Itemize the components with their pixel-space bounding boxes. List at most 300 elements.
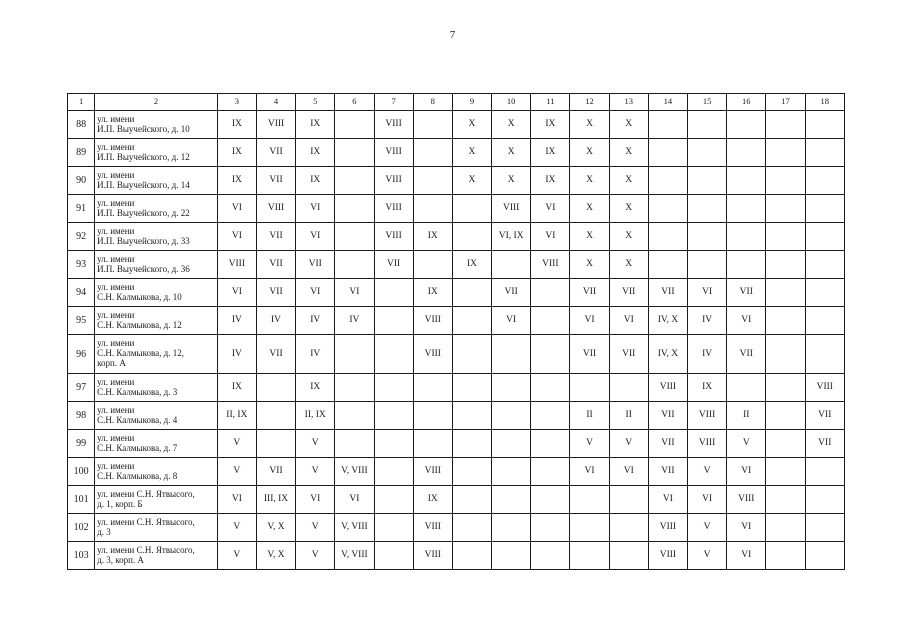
value-cell: VI — [727, 542, 766, 570]
value-cell: V — [217, 514, 256, 542]
row-number: 90 — [68, 167, 95, 195]
value-cell — [805, 223, 844, 251]
table-row — [68, 458, 845, 486]
value-cell — [727, 167, 766, 195]
value-cell — [413, 374, 452, 402]
value-cell — [335, 335, 374, 374]
value-cell — [492, 251, 531, 279]
value-cell: V — [688, 542, 727, 570]
value-cell — [256, 374, 295, 402]
value-cell — [727, 111, 766, 139]
value-cell: VIII — [256, 111, 295, 139]
value-cell: X — [570, 251, 609, 279]
row-number: 93 — [68, 251, 95, 279]
value-cell: VII — [256, 167, 295, 195]
value-cell — [531, 307, 570, 335]
value-cell: IV — [688, 307, 727, 335]
value-cell — [688, 223, 727, 251]
value-cell — [413, 195, 452, 223]
value-cell: IX — [217, 139, 256, 167]
value-cell — [335, 139, 374, 167]
value-cell — [335, 195, 374, 223]
value-cell — [374, 279, 413, 307]
value-cell: V — [296, 542, 335, 570]
value-cell — [492, 514, 531, 542]
value-cell — [531, 279, 570, 307]
row-number: 89 — [68, 139, 95, 167]
value-cell: VI — [688, 486, 727, 514]
value-cell: VI — [727, 307, 766, 335]
value-cell: VI — [492, 307, 531, 335]
column-header: 13 — [609, 94, 648, 111]
table-row — [68, 514, 845, 542]
value-cell: VII — [727, 335, 766, 374]
value-cell: V, VIII — [335, 458, 374, 486]
value-cell — [531, 335, 570, 374]
value-cell: II — [727, 402, 766, 430]
value-cell: V, X — [256, 542, 295, 570]
value-cell — [766, 279, 805, 307]
value-cell — [727, 195, 766, 223]
value-cell — [727, 251, 766, 279]
value-cell — [452, 486, 491, 514]
value-cell: VIII — [413, 542, 452, 570]
value-cell: IV — [217, 335, 256, 374]
column-header: 6 — [335, 94, 374, 111]
street-address: ул. имени С.Н. Калмыкова, д. 12 — [95, 307, 218, 335]
value-cell — [805, 111, 844, 139]
value-cell: VI — [570, 458, 609, 486]
value-cell — [492, 402, 531, 430]
value-cell: VIII — [374, 167, 413, 195]
value-cell: IV, X — [648, 307, 687, 335]
value-cell: VIII — [413, 335, 452, 374]
value-cell — [766, 223, 805, 251]
value-cell: V — [688, 458, 727, 486]
table-row — [68, 251, 845, 279]
value-cell: V — [609, 430, 648, 458]
value-cell: VIII — [374, 195, 413, 223]
value-cell: VII — [256, 335, 295, 374]
value-cell: IV — [688, 335, 727, 374]
column-header: 9 — [452, 94, 491, 111]
value-cell: VII — [648, 430, 687, 458]
schedule-table — [67, 93, 845, 570]
value-cell: X — [492, 167, 531, 195]
row-number: 94 — [68, 279, 95, 307]
value-cell — [452, 458, 491, 486]
value-cell: X — [570, 139, 609, 167]
value-cell: V — [217, 430, 256, 458]
value-cell — [766, 402, 805, 430]
value-cell — [256, 402, 295, 430]
value-cell — [648, 223, 687, 251]
value-cell — [374, 514, 413, 542]
row-number: 100 — [68, 458, 95, 486]
value-cell — [335, 111, 374, 139]
value-cell: VI — [296, 195, 335, 223]
value-cell: VIII — [648, 514, 687, 542]
value-cell — [413, 139, 452, 167]
street-address: ул. имени И.П. Выучейского, д. 36 — [95, 251, 218, 279]
value-cell — [766, 514, 805, 542]
value-cell — [492, 458, 531, 486]
value-cell: IV — [296, 335, 335, 374]
value-cell: VI — [217, 486, 256, 514]
value-cell — [805, 307, 844, 335]
value-cell — [452, 402, 491, 430]
value-cell — [805, 458, 844, 486]
value-cell: VI — [727, 514, 766, 542]
row-number: 96 — [68, 335, 95, 374]
value-cell — [256, 430, 295, 458]
value-cell — [531, 374, 570, 402]
value-cell — [570, 514, 609, 542]
value-cell — [492, 335, 531, 374]
value-cell: IV, X — [648, 335, 687, 374]
value-cell: VI — [688, 279, 727, 307]
row-number: 92 — [68, 223, 95, 251]
value-cell: VI — [609, 458, 648, 486]
value-cell: VII — [256, 223, 295, 251]
value-cell: IX — [531, 167, 570, 195]
value-cell — [492, 430, 531, 458]
value-cell — [531, 402, 570, 430]
value-cell: VII — [570, 279, 609, 307]
value-cell — [335, 223, 374, 251]
column-header: 3 — [217, 94, 256, 111]
value-cell — [766, 139, 805, 167]
table-row — [68, 335, 845, 374]
value-cell: IX — [413, 279, 452, 307]
value-cell — [727, 139, 766, 167]
value-cell — [609, 486, 648, 514]
street-address: ул. имени И.П. Выучейского, д. 12 — [95, 139, 218, 167]
street-address: ул. имени С.Н. Калмыкова, д. 10 — [95, 279, 218, 307]
value-cell: VI — [217, 195, 256, 223]
value-cell — [374, 486, 413, 514]
value-cell: IX — [688, 374, 727, 402]
value-cell: II — [570, 402, 609, 430]
value-cell — [766, 307, 805, 335]
value-cell — [531, 430, 570, 458]
value-cell: IX — [531, 139, 570, 167]
value-cell: VIII — [492, 195, 531, 223]
row-number: 99 — [68, 430, 95, 458]
value-cell — [805, 279, 844, 307]
value-cell — [452, 335, 491, 374]
value-cell: VII — [805, 430, 844, 458]
value-cell: IX — [217, 374, 256, 402]
value-cell — [609, 542, 648, 570]
value-cell: VI — [296, 279, 335, 307]
value-cell — [766, 335, 805, 374]
value-cell: X — [452, 139, 491, 167]
value-cell: VII — [727, 279, 766, 307]
street-address: ул. имени С.Н. Калмыкова, д. 4 — [95, 402, 218, 430]
value-cell: VIII — [374, 111, 413, 139]
value-cell — [374, 335, 413, 374]
value-cell — [452, 374, 491, 402]
value-cell — [492, 542, 531, 570]
value-cell — [727, 374, 766, 402]
value-cell: IX — [296, 167, 335, 195]
value-cell: VIII — [256, 195, 295, 223]
value-cell: VI — [335, 279, 374, 307]
street-address: ул. имени С.Н. Калмыкова, д. 12, корп. А — [95, 335, 218, 374]
value-cell: II, IX — [296, 402, 335, 430]
value-cell — [335, 167, 374, 195]
value-cell — [335, 402, 374, 430]
value-cell — [413, 167, 452, 195]
row-number: 95 — [68, 307, 95, 335]
table-row — [68, 542, 845, 570]
value-cell — [413, 402, 452, 430]
table-row — [68, 223, 845, 251]
value-cell: VII — [296, 251, 335, 279]
value-cell — [805, 167, 844, 195]
value-cell: V — [217, 458, 256, 486]
value-cell: IV — [335, 307, 374, 335]
page-number: 7 — [449, 29, 456, 41]
value-cell — [766, 458, 805, 486]
value-cell — [609, 514, 648, 542]
value-cell — [374, 374, 413, 402]
value-cell — [335, 251, 374, 279]
street-address: ул. имени И.П. Выучейского, д. 10 — [95, 111, 218, 139]
row-number: 101 — [68, 486, 95, 514]
value-cell — [688, 195, 727, 223]
value-cell: VII — [256, 458, 295, 486]
column-header: 12 — [570, 94, 609, 111]
value-cell: VII — [256, 279, 295, 307]
table-row — [68, 195, 845, 223]
street-address: ул. имени С.Н. Калмыкова, д. 3 — [95, 374, 218, 402]
value-cell — [492, 374, 531, 402]
table-row — [68, 279, 845, 307]
value-cell: IX — [413, 486, 452, 514]
value-cell — [727, 223, 766, 251]
table-row — [68, 402, 845, 430]
value-cell — [531, 486, 570, 514]
value-cell — [452, 430, 491, 458]
value-cell: X — [570, 167, 609, 195]
street-address: ул. имени С.Н. Ятвысого, д. 1, корп. Б — [95, 486, 218, 514]
value-cell — [805, 195, 844, 223]
value-cell: VII — [374, 251, 413, 279]
table-row — [68, 430, 845, 458]
value-cell: IX — [452, 251, 491, 279]
value-cell — [766, 111, 805, 139]
column-header: 17 — [766, 94, 805, 111]
value-cell — [452, 279, 491, 307]
value-cell — [570, 374, 609, 402]
value-cell: V, VIII — [335, 514, 374, 542]
value-cell: V — [217, 542, 256, 570]
value-cell — [648, 195, 687, 223]
header-row — [68, 94, 845, 111]
value-cell: IX — [296, 139, 335, 167]
value-cell — [452, 307, 491, 335]
column-header: 11 — [531, 94, 570, 111]
value-cell: V — [296, 514, 335, 542]
value-cell: V — [570, 430, 609, 458]
value-cell — [688, 167, 727, 195]
value-cell: VII — [805, 402, 844, 430]
value-cell — [335, 374, 374, 402]
value-cell: VII — [256, 139, 295, 167]
value-cell — [492, 486, 531, 514]
value-cell — [766, 430, 805, 458]
value-cell: VIII — [648, 542, 687, 570]
value-cell — [805, 542, 844, 570]
column-header: 8 — [413, 94, 452, 111]
value-cell: V, X — [256, 514, 295, 542]
value-cell: VI — [335, 486, 374, 514]
value-cell: VII — [648, 458, 687, 486]
value-cell: VI — [217, 279, 256, 307]
street-address: ул. имени С.Н. Ятвысого, д. 3, корп. А — [95, 542, 218, 570]
column-header: 5 — [296, 94, 335, 111]
value-cell: X — [609, 223, 648, 251]
value-cell — [766, 542, 805, 570]
street-address: ул. имени С.Н. Калмыкова, д. 8 — [95, 458, 218, 486]
value-cell: VII — [256, 251, 295, 279]
value-cell — [805, 486, 844, 514]
street-address: ул. имени С.Н. Калмыкова, д. 7 — [95, 430, 218, 458]
value-cell: X — [452, 167, 491, 195]
value-cell: VIII — [374, 139, 413, 167]
value-cell — [648, 139, 687, 167]
value-cell: IV — [256, 307, 295, 335]
value-cell — [805, 139, 844, 167]
column-header: 7 — [374, 94, 413, 111]
value-cell: X — [609, 251, 648, 279]
value-cell: VIII — [688, 430, 727, 458]
value-cell — [531, 514, 570, 542]
value-cell: VI — [296, 223, 335, 251]
value-cell — [531, 458, 570, 486]
value-cell — [688, 139, 727, 167]
value-cell: VIII — [374, 223, 413, 251]
value-cell: VIII — [727, 486, 766, 514]
value-cell — [452, 514, 491, 542]
value-cell: X — [609, 139, 648, 167]
value-cell: VIII — [413, 514, 452, 542]
value-cell: VI — [609, 307, 648, 335]
row-number: 103 — [68, 542, 95, 570]
value-cell — [374, 402, 413, 430]
value-cell: X — [570, 223, 609, 251]
row-number: 102 — [68, 514, 95, 542]
value-cell — [766, 167, 805, 195]
value-cell: X — [492, 139, 531, 167]
value-cell: VI — [531, 195, 570, 223]
value-cell: VI — [217, 223, 256, 251]
column-header: 18 — [805, 94, 844, 111]
value-cell: IX — [413, 223, 452, 251]
value-cell — [531, 542, 570, 570]
row-number: 91 — [68, 195, 95, 223]
value-cell: X — [609, 111, 648, 139]
value-cell: VI, IX — [492, 223, 531, 251]
value-cell: VIII — [531, 251, 570, 279]
column-header: 4 — [256, 94, 295, 111]
value-cell — [374, 430, 413, 458]
table-row — [68, 374, 845, 402]
table-row — [68, 307, 845, 335]
value-cell: IX — [217, 167, 256, 195]
value-cell — [413, 251, 452, 279]
value-cell — [766, 195, 805, 223]
street-address: ул. имени И.П. Выучейского, д. 22 — [95, 195, 218, 223]
row-number: 98 — [68, 402, 95, 430]
value-cell: VIII — [688, 402, 727, 430]
column-header: 10 — [492, 94, 531, 111]
table-row — [68, 139, 845, 167]
value-cell — [648, 251, 687, 279]
value-cell: VIII — [648, 374, 687, 402]
value-cell: V — [727, 430, 766, 458]
table-row — [68, 486, 845, 514]
value-cell — [452, 542, 491, 570]
value-cell — [413, 111, 452, 139]
value-cell: X — [570, 111, 609, 139]
value-cell: VIII — [805, 374, 844, 402]
value-cell — [609, 374, 648, 402]
value-cell: X — [452, 111, 491, 139]
column-header: 2 — [95, 94, 218, 111]
street-address: ул. имени И.П. Выучейского, д. 33 — [95, 223, 218, 251]
value-cell: VII — [609, 335, 648, 374]
value-cell: VI — [296, 486, 335, 514]
value-cell: X — [570, 195, 609, 223]
value-cell: X — [609, 167, 648, 195]
value-cell: VIII — [413, 458, 452, 486]
schedule-body — [68, 94, 845, 570]
value-cell: VI — [727, 458, 766, 486]
table-row — [68, 111, 845, 139]
street-address: ул. имени И.П. Выучейского, д. 14 — [95, 167, 218, 195]
value-cell — [413, 430, 452, 458]
value-cell — [766, 374, 805, 402]
value-cell: III, IX — [256, 486, 295, 514]
value-cell — [374, 458, 413, 486]
column-header: 16 — [727, 94, 766, 111]
value-cell — [688, 111, 727, 139]
value-cell: VI — [570, 307, 609, 335]
value-cell: IV — [217, 307, 256, 335]
value-cell: VII — [492, 279, 531, 307]
value-cell: IX — [531, 111, 570, 139]
value-cell — [374, 542, 413, 570]
value-cell: VII — [648, 402, 687, 430]
value-cell — [688, 251, 727, 279]
column-header: 14 — [648, 94, 687, 111]
value-cell — [766, 486, 805, 514]
column-header: 1 — [68, 94, 95, 111]
value-cell: II — [609, 402, 648, 430]
value-cell — [648, 111, 687, 139]
value-cell: VIII — [413, 307, 452, 335]
value-cell: V — [688, 514, 727, 542]
value-cell: IV — [296, 307, 335, 335]
value-cell: IX — [296, 374, 335, 402]
value-cell — [805, 514, 844, 542]
value-cell — [805, 335, 844, 374]
value-cell: X — [609, 195, 648, 223]
value-cell: V — [296, 458, 335, 486]
